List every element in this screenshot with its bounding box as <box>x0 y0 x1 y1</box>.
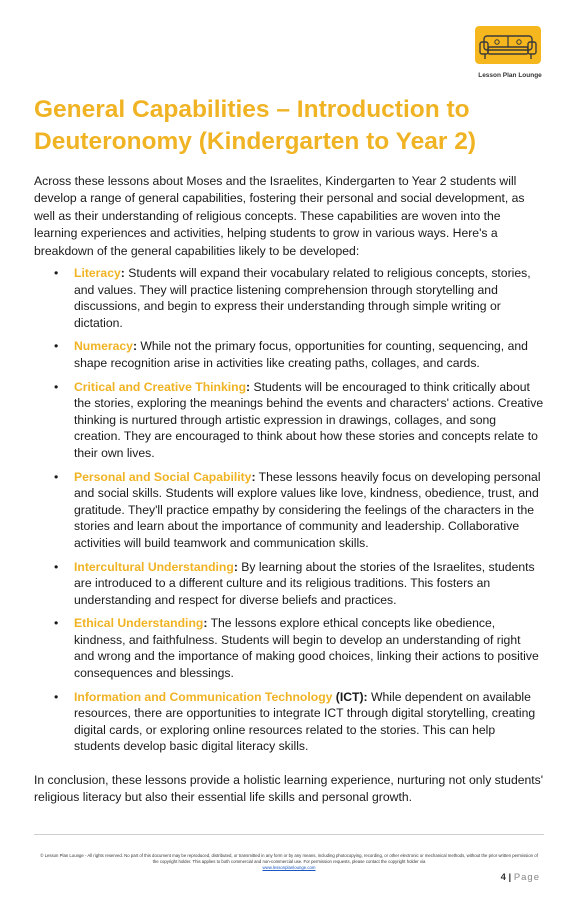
capability-label: Numeracy <box>74 339 133 354</box>
capabilities-list <box>34 265 544 762</box>
capability-suffix: (ICT): <box>332 689 368 704</box>
conclusion-paragraph: In conclusion, these lessons provide a holistic learning experience, nurturing not only students' religious literacy but also their essential life skills and personal growth. <box>34 773 544 805</box>
list-item: • Ethical Understanding: The lessons explore ethical concepts like obedience, kindness, and faithfulness. Students will begin to develop an understanding of right and wrong and the importance of making good choices, linking their actions to positive consequences and blessings. <box>34 615 544 681</box>
footer-copyright <box>40 853 538 871</box>
intro-paragraph: Across these lessons about Moses and the Israelites, Kindergarten to Year 2 students will develop a range of general capabilities, fostering their personal and social development, as well as their understanding of religious concepts. These capabilities are woven into the learning experiences and activities, helping students to grow in various ways. Here's a breakdown of the general capabilities likely to be developed: <box>34 174 525 258</box>
brand-logo <box>475 26 545 79</box>
logo-wordmark: Lesson Plan Lounge <box>478 72 542 79</box>
capability-text: Students will be encouraged to think critically about the stories, exploring the meanings behind the events and characters' actions. Creative thinking is nurtured through artistic expression in drawings, collages, and song creation. They are encouraged to think about how these stories and concepts relate to their own lives. <box>74 379 544 460</box>
page-word: Page <box>513 872 540 883</box>
capability-text: By learning about the stories of the Israelites, students are introduced to a different culture and its religious traditions. This fosters an understanding and respect for diverse beliefs and practices. <box>74 559 535 607</box>
footer-divider <box>34 834 544 835</box>
capability-text: These lessons heavily focus on developing personal and social skills. Students will explore values like love, kindness, obedience, trust, and gratitude. They'll practice empathy by considering the feelings of the characters in the stories and learn about the importance of community and leadership. Collaborative activities will build teamwork and communication skills. <box>74 469 541 550</box>
page-number <box>501 872 540 883</box>
capability-text: While not the primary focus, opportunities for counting, sequencing, and shape recognition arise in activities like creating paths, collages, and cards. <box>74 339 528 370</box>
capability-text: Students will expand their vocabulary related to religious concepts, stories, and values. They will practice listening comprehension through storytelling and discussions, and begin to express their understanding through simple writing or dictation. <box>74 266 531 330</box>
sofa-logo-icon <box>475 26 541 64</box>
list-item <box>34 689 544 755</box>
list-item: • Intercultural Understanding: By learning about the stories of the Israelites, students are introduced to a different culture and its religious traditions. This fosters an understanding and respect for diverse beliefs and practices. <box>34 559 544 609</box>
list-item: • Critical and Creative Thinking: Students will be encouraged to think critically about the stories, exploring the meanings behind the events and characters' actions. Creative thinking is nurtured through artistic expression in drawings, collages, and song creation. They are encouraged to think about how these stories and concepts relate to their own lives. <box>34 379 544 462</box>
list-item: • Literacy: Students will expand their vocabulary related to religious concepts, stories, and values. They will practice listening comprehension through storytelling and discussions, and begin to express their understanding through simple writing or dictation. <box>34 265 544 331</box>
list-item: • Personal and Social Capability: These lessons heavily focus on developing personal and social skills. Students will explore values like love, kindness, obedience, trust, and gratitude. They'll practice empathy by considering the feelings of the characters in the stories and learn about the importance of community and leadership. Collaborative activities will build teamwork and communication skills. <box>34 469 544 552</box>
capability-text: While dependent on available resources, there are opportunities to integrate ICT through digital storytelling, creating digital cards, or exploring online resources related to the stories. This can help students develop basic digital literacy skills. <box>74 689 536 754</box>
copyright-notice: © Lesson Plan Lounge - All rights reserved. No part of this document may be reproduced, distributed, or transmitted in any form or by any means, including photocopying, recording, or other electronic or mechanical methods, without the prior written permission of the copyright holder. This applies to both commercial and non-commercial use. For permission requests, please contact the copyright holder via <box>40 853 538 864</box>
capability-label: Information and Communication Technology <box>74 689 333 704</box>
capability-label: Personal and Social Capability <box>74 469 252 484</box>
capability-text: The lessons explore ethical concepts like obedience, kindness, and faithfulness. Students will begin to develop an understanding of right and wrong and the importance of making good choices, linking their actions to positive consequences and blessings. <box>74 616 539 681</box>
capability-label: Critical and Creative Thinking <box>74 379 247 394</box>
page-number-value: 4 <box>500 872 506 883</box>
list-item: • Numeracy: While not the primary focus, opportunities for counting, sequencing, and shape recognition arise in activities like creating paths, collages, and cards. <box>34 338 544 371</box>
page-title: General Capabilities – Introduction to Deuteronomy (Kindergarten to Year 2) <box>34 96 477 155</box>
capability-label: Ethical Understanding <box>74 616 204 631</box>
page-separator: | <box>508 872 512 883</box>
website-link[interactable]: www.lessonplanlounge.com <box>262 865 316 870</box>
capability-label: Intercultural Understanding <box>74 559 234 574</box>
capability-label: Literacy <box>74 266 121 280</box>
